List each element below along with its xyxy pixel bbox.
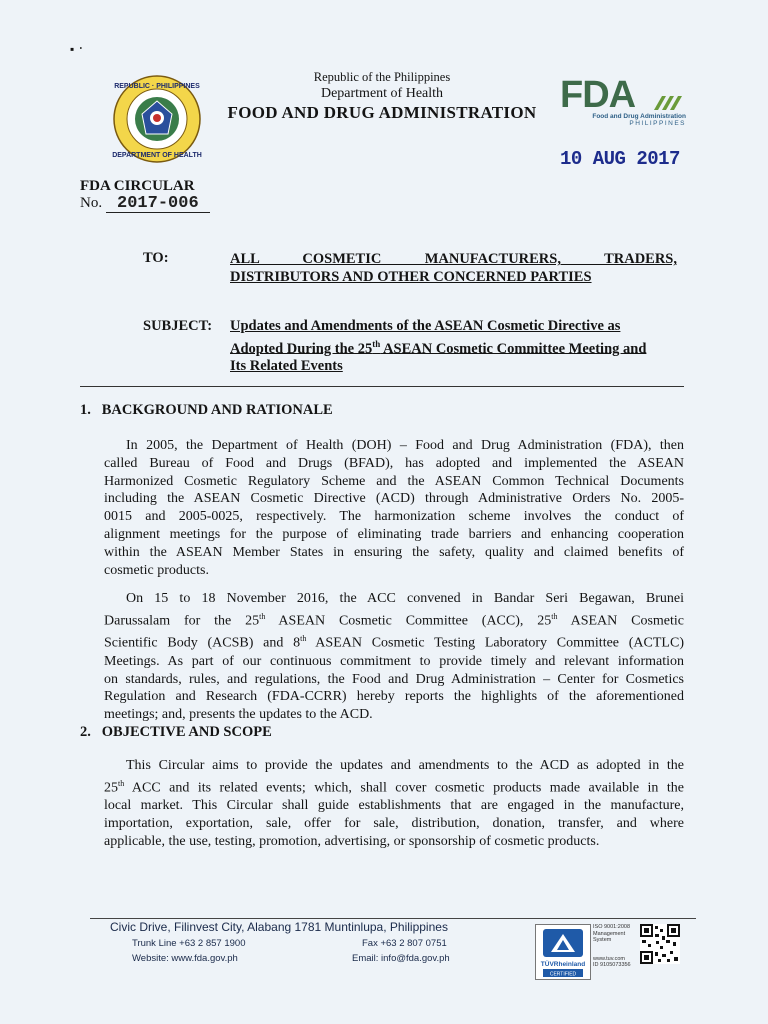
to-label: TO: (143, 250, 169, 266)
paragraph-1 (104, 437, 684, 579)
subject-line-2a: Adopted During the 25 (230, 340, 373, 357)
iso-info (593, 924, 635, 969)
fda-stripes-icon (650, 92, 684, 110)
subject-sup: th (372, 338, 381, 349)
circular-title: FDA CIRCULAR (80, 178, 195, 194)
p1-line: cosmetic products. (104, 562, 209, 578)
fda-logo-subtitle (560, 113, 686, 127)
fda-logo-sub2: PHILIPPINES (629, 120, 686, 127)
republic-text: Republic of the Philippines (313, 70, 451, 84)
iso-text: ISO 9001:2008 (593, 924, 631, 930)
tuv-certified-icon (535, 924, 591, 980)
iso-web: www.tuv.com (593, 955, 625, 962)
p2-l2b: ASEAN Cosmetic Committee (ACC), 25 (265, 613, 552, 629)
subject-line-2 (230, 336, 677, 358)
agency-title: FOOD AND DRUG ADMINISTRATION (227, 103, 537, 122)
p3-line: importation, exportation, sale, offer for sale, distribution, donation, transfer, and where (104, 816, 684, 832)
p2-l3b: ASEAN Cosmetic Testing Laboratory Committee (ACTLC) (306, 635, 684, 651)
svg-text:DEPARTMENT OF HEALTH: DEPARTMENT OF HEALTH (112, 152, 202, 159)
p2-line (104, 608, 684, 630)
p1-line: In 2005, the Department of Health (DOH) – Food and Drug Administration (FDA), then (126, 438, 684, 453)
p2-sup: th (300, 634, 307, 644)
p3-l2a: 25 (104, 780, 118, 796)
tuv-label: TÜVRheinland (540, 961, 586, 968)
fda-logo-text: FDA (560, 74, 636, 116)
p2-line: On 15 to 18 November 2016, the ACC convened in Bandar Seri Begawan, Brunei (126, 591, 684, 606)
svg-text:REPUBLIC · PHILIPPINES: REPUBLIC · PHILIPPINES (114, 83, 200, 90)
p3-line (104, 775, 684, 797)
p1-line: 0015 and 2005-0025, respectively. The harmonization scheme involves the conduct of (104, 509, 684, 525)
section-2-title: 2. OBJECTIVE AND SCOPE (80, 724, 272, 740)
divider (80, 386, 684, 387)
p2-line (104, 630, 684, 652)
subject-text (230, 318, 677, 375)
p1-line: called Bureau of Food and Drugs (BFAD), has adopted and implemented the ASEAN (104, 455, 684, 471)
footer-fax: Fax +63 2 807 0751 (362, 938, 447, 949)
p3-line: local market. This Circular shall guide establishments that are engaged in the manufacture, (104, 798, 684, 814)
footer-website: Website: www.fda.gov.ph (132, 953, 238, 964)
subject-line-2b: ASEAN Cosmetic Committee Meeting and (380, 340, 647, 357)
p2-line: meetings; and, presents the updates to the ACD. (104, 707, 373, 723)
p3-l2b: ACC and its related events; which, shall cover cosmetic products made available in the (124, 780, 684, 796)
p1-line: within the ASEAN Member States in ensuring the safety, quality and claimed benefits of (104, 544, 684, 560)
iso-id: ID 9105073356 (593, 962, 631, 968)
p2-l2a: Darussalam for the 25 (104, 613, 260, 629)
p2-sup: th (551, 611, 558, 621)
p2-sup: th (259, 611, 266, 621)
doh-seal-icon (112, 74, 202, 164)
subject-line-1: Updates and Amendments of the ASEAN Cosmetic Directive as (230, 318, 621, 334)
p2-line: on standards, rules, and regulations, the Food and Drug Administration – Center for Cosmetics (104, 671, 684, 687)
p3-line: This Circular aims to provide the updates and amendments to the ACD as adopted in the (126, 758, 684, 773)
to-line-1: ALL COSMETIC MANUFACTURERS, TRADERS, (230, 251, 677, 267)
scan-mark: ▪ ᛫ (70, 42, 85, 56)
paragraph-2 (104, 590, 684, 724)
footer-trunk-line: Trunk Line +63 2 857 1900 (132, 938, 246, 949)
section-1-title: 1. BACKGROUND AND RATIONALE (80, 402, 333, 418)
letterhead (212, 70, 552, 123)
fda-logo-sub1: Food and Drug Administration (592, 113, 686, 120)
footer-address: Civic Drive, Filinvest City, Alabang 1781 Muntinlupa, Philippines (110, 920, 448, 934)
circular-no-label: No. (80, 195, 103, 211)
qr-code-icon (640, 924, 680, 964)
p3-sup: th (118, 778, 125, 788)
p2-line: Meetings. As part of our continuous commitment to provide timely and relevant information (104, 653, 684, 669)
subject-label: SUBJECT: (143, 318, 213, 334)
circular-id (80, 178, 210, 213)
circular-number: 2017-006 (106, 196, 210, 213)
p1-line: including the ASEAN Cosmetic Directive (ACD) through Administrative Orders No. 2005- (104, 491, 684, 507)
date-stamp: 10 AUG 2017 (560, 148, 680, 170)
p2-line: Regulation and Research (FDA-CCRR) hereby reports the highlights of the aforementioned (104, 689, 684, 705)
subject-line-3: Its Related Events (230, 357, 343, 374)
footer-email: Email: info@fda.gov.ph (352, 953, 450, 964)
iso-sub: Management System (593, 930, 626, 943)
p1-line: alignment meetings for the purpose of eliminating trade barriers and enhancing cooperation (104, 526, 684, 542)
department-text: Department of Health (320, 86, 444, 101)
p3-line: applicable, the use, testing, promotion, advertising, or sponsorship of cosmetic products. (104, 833, 600, 849)
paragraph-3 (104, 757, 684, 851)
p1-line: Harmonized Cosmetic Regulatory Scheme and the ASEAN Common Technical Documents (104, 473, 684, 489)
tuv-cert: CERTIFIED (549, 971, 577, 978)
fda-logo (560, 74, 690, 128)
p2-l3a: Scientific Body (ACSB) and 8 (104, 635, 301, 651)
footer-divider (90, 918, 696, 919)
to-line-2: DISTRIBUTORS AND OTHER CONCERNED PARTIES (230, 269, 592, 285)
p2-l2c: ASEAN Cosmetic (557, 613, 685, 629)
